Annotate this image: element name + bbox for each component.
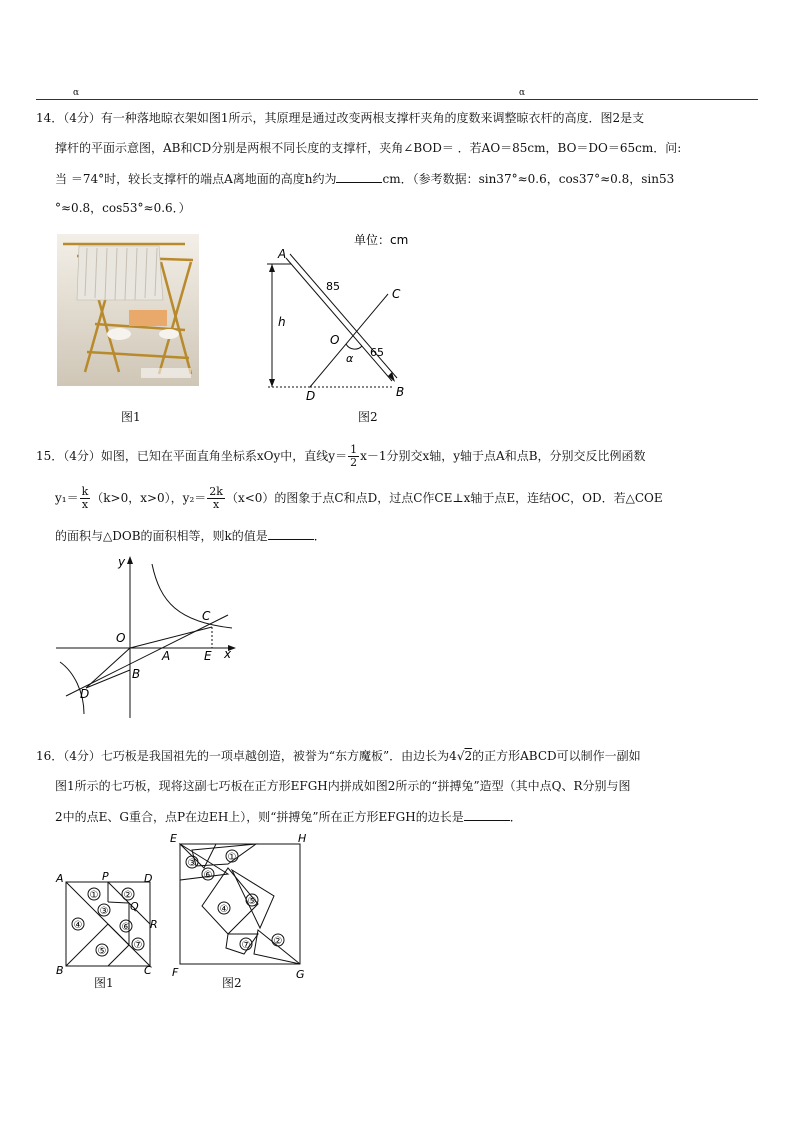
q14-line3: [55, 170, 674, 187]
q15-line1b: x－1分别交x轴，y轴于点A和点B，分别交反比例函数: [360, 449, 646, 463]
q14-figure2: [258, 228, 428, 400]
label-G: G: [296, 968, 305, 980]
q16-fig2-caption: 图2: [222, 976, 242, 990]
piece-3: ③: [99, 906, 109, 917]
label-F: F: [172, 966, 179, 979]
label-65: 65: [370, 346, 384, 359]
label-B: B: [56, 964, 64, 977]
label-D: D: [144, 872, 153, 885]
fraction-2k-x: [207, 486, 225, 511]
piece-5: ⑤: [97, 946, 107, 957]
q16-line3-text: 2中的点E、G重合，点P在边EH上），则“拼搏兔”所在正方形EFGH的边长是: [55, 810, 464, 824]
answer-blank: [268, 527, 314, 540]
label-A: A: [56, 872, 64, 885]
label-C: C: [202, 609, 211, 623]
label-O: O: [330, 333, 340, 347]
answer-blank: [464, 808, 510, 821]
piece-5: ⑤: [247, 896, 257, 907]
tangram-figure2: [166, 830, 316, 980]
label-alpha: α: [346, 352, 354, 365]
piece-1: ①: [89, 890, 99, 901]
label-B: B: [132, 667, 141, 681]
q16-line1: [36, 748, 641, 764]
q15-line1a: 15．（4分）如图，已知在平面直角坐标系xOy中，直线y＝: [36, 449, 348, 463]
label-E: E: [204, 649, 212, 663]
label-D: D: [306, 389, 316, 400]
axis-x-label: x: [224, 647, 232, 661]
label-P: P: [102, 870, 109, 883]
piece-7: ⑦: [241, 940, 251, 951]
fraction-numerator: k: [81, 485, 89, 498]
unit-label: 单位：cm: [354, 233, 409, 247]
q14-line2: 撑杆的平面示意图，AB和CD分别是两根不同长度的支撑杆，夹角∠BOD＝ ．若AO＝85cm，BO＝DO＝65cm．问:: [55, 141, 682, 155]
piece-1: ①: [227, 852, 237, 863]
label-A: A: [162, 649, 171, 663]
q15-line3-text: 的面积与△DOB的面积相等，则k的值是: [55, 529, 268, 543]
q14-line1: 14．（4分）有一种落地晾衣架如图1所示，其原理是通过改变两根支撑杆夹角的度数来调整晾衣杆的高度．图2是支: [36, 111, 645, 125]
piece-7: ⑦: [133, 940, 143, 951]
fraction-denominator: x: [213, 498, 220, 511]
label-R: R: [150, 918, 158, 931]
q15-line1: [36, 444, 646, 469]
label-E: E: [170, 832, 177, 845]
q15-figure: [52, 552, 242, 720]
label-D: D: [80, 687, 90, 701]
drying-rack-photo: [57, 234, 199, 386]
label-C: C: [392, 287, 401, 301]
piece-4: ④: [73, 920, 83, 931]
q15-line3-end: ．: [313, 529, 326, 543]
sqrt-value: 2: [464, 749, 473, 763]
q16-line2: 图1所示的七巧板，现将这副七巧板在正方形EFGH内拼成如图2所示的“拼搏兔”造型（其中点Q、R分别与图: [55, 779, 631, 793]
q16-line1b: 的正方形ABCD可以制作一副如: [472, 749, 641, 763]
fraction-half: [348, 444, 359, 469]
alpha-mark: α: [73, 88, 80, 98]
label-H: H: [298, 832, 307, 845]
q15-line3: [55, 527, 326, 544]
piece-2: ②: [273, 936, 283, 947]
alpha-mark: α: [519, 88, 526, 98]
fig2-caption: 图2: [358, 410, 378, 424]
piece-4: ④: [219, 904, 229, 915]
q16-line3-end: ．: [509, 810, 522, 824]
q16-line3: [55, 808, 522, 825]
piece-6: ⑥: [121, 922, 131, 933]
label-C: C: [144, 964, 152, 977]
q14-line4: °≈0.8，cos53°≈0.6．）: [55, 201, 191, 215]
fraction-numerator: 1: [350, 443, 358, 456]
q16-fig1-caption: 图1: [94, 976, 114, 990]
piece-6: ⑥: [203, 870, 213, 881]
q15-line2: [55, 486, 663, 511]
label-h: h: [278, 315, 286, 329]
fraction-k-x: [80, 486, 91, 511]
answer-blank: [336, 170, 382, 183]
label-B: B: [396, 385, 405, 399]
fraction-denominator: 2: [350, 456, 358, 469]
label-A: A: [278, 247, 287, 261]
piece-2: ②: [123, 890, 133, 901]
fig1-caption: 图1: [121, 410, 141, 424]
label-O: O: [116, 631, 126, 645]
label-Q: Q: [130, 900, 139, 913]
y1-label: y₁＝: [55, 491, 79, 505]
axis-y-label: y: [118, 555, 126, 569]
condition-1: （k>0，x>0），y₂＝: [91, 491, 207, 505]
q16-line1a: 16．（4分）七巧板是我国祖先的一项卓越创造，被誉为“东方魔板”．由边长为4: [36, 749, 457, 763]
sqrt-symbol: √: [456, 749, 465, 763]
piece-3: ③: [187, 858, 197, 869]
tangram-figure1: [52, 868, 162, 988]
label-85: 85: [326, 280, 340, 293]
fraction-denominator: x: [81, 498, 89, 511]
q14-line3b: cm．（参考数据：sin37°≈0.6，cos37°≈0.8，sin53: [382, 172, 675, 186]
header-rule: [36, 99, 758, 100]
q15-line2b: （x<0）的图象于点C和点D，过点C作CE⊥x轴于点E，连结OC，OD．若△COE: [225, 491, 663, 505]
fraction-numerator: 2k: [209, 485, 223, 498]
q14-line3a: 当 ＝74°时，较长支撑杆的端点A离地面的高度h约为: [55, 172, 337, 186]
